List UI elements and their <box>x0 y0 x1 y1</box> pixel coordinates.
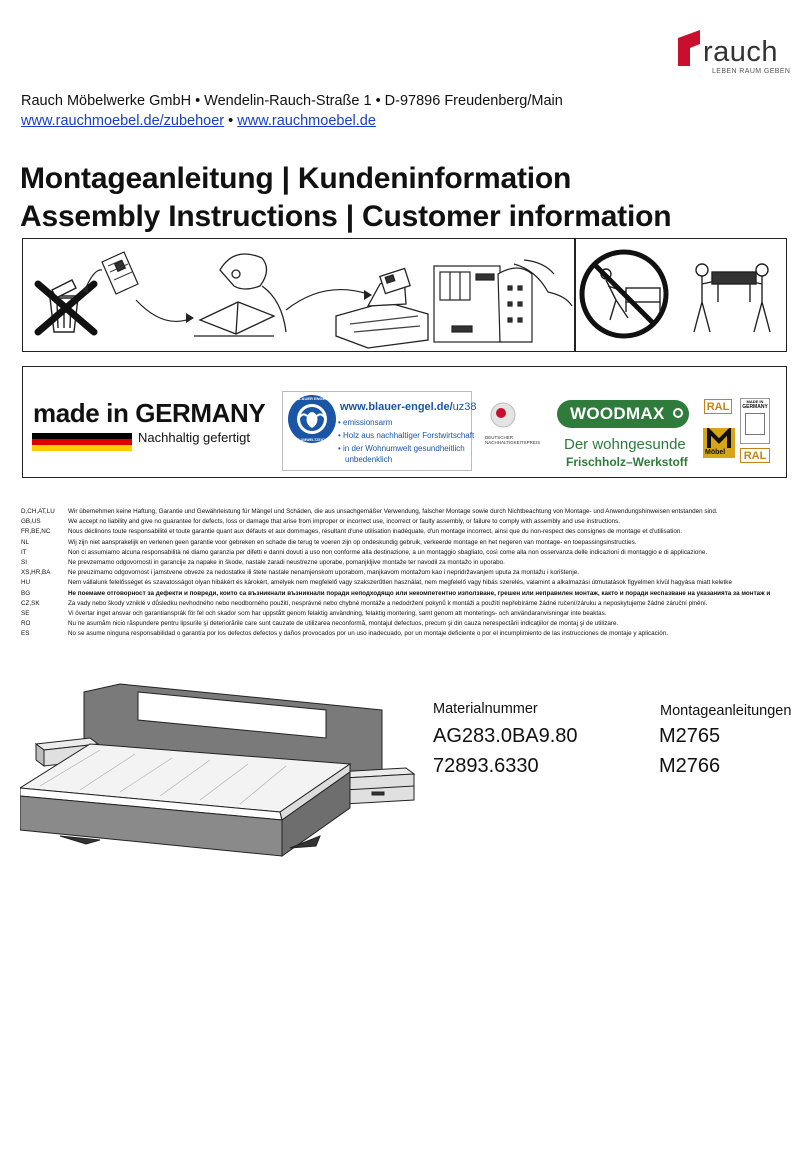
material-number-label: Materialnummer <box>433 701 538 717</box>
disclaimer-row: ES No se asume ninguna responsabilidad o garantía por los defectos defectos y daños provocados por un uso inadecuado, por un montaje deficiente o por el incumplimiento de las instrucciones de montaje y aplicación. <box>21 630 668 638</box>
seal-image <box>745 413 765 435</box>
disclaimer-row: SI Ne prevzemamo odgovornosti in garancije za napake in škode, nastale zaradi neustrezne uporabe, pomanjkljive montaže ter navodil za montažo in uporabo. <box>21 559 505 567</box>
sustainability-award-badge <box>485 400 543 462</box>
blue-angel-item: unbedenklich <box>345 455 393 464</box>
disclaimer-row: SE Vi övertar inget ansvar och garantiansprák för fel och skador som har uppstått genom felaktig användning, felaktig montering, samt genom att monterings- och användaranvisningar inte beaktas. <box>21 610 607 618</box>
two-people-carry-icon <box>694 264 770 332</box>
rauch-logo-icon <box>678 30 706 66</box>
disclaimer-row: XS,HR,BA Ne preuzimamo odgovornost i jamstvene obveze za nedostatke ili štete nastale nenamjenskom uporabom, manjkavom montažom kao i nepridržavanjem uputa za montažu i korištenje. <box>21 569 580 577</box>
disclaimer-list <box>21 507 786 640</box>
disclaimer-row: HU Nem vállalunk felelősséget és szavatosságot olyan hibákért és károkért, amelyek nem megfelelő vagy szakszerűtlen használat, nem megfelelő vagy hibás szerelés, valamint a alkalmazási útmutatások figyelmen kívül hagyása miatt keletke <box>21 579 732 587</box>
brand-name: rauch <box>703 36 779 68</box>
arrow-icon <box>286 290 368 310</box>
disclaimer-row: D,CH,AT,LU Wir übernehmen keine Haftung, Garantie und Gewährleistung für Mängel und Schäden, die aus unsachgemäßer Verwendung, falscher Montage sowie durch Nichtbeachtung von Montage- und Anwendungshinweisen entstanden sind. <box>21 508 718 515</box>
disclaimer-row: IT Non ci assumiamo alcuna responsabilità né diamo garanzia per difetti e danni dovuti a uso non conforme alla destinazione, a un montaggio sbagliato, così come alla non osservanza delle indicazioni di montaggio e di applicazione. <box>21 548 708 556</box>
award-line-1: DEUTSCHER <box>485 435 514 440</box>
seal-top: MADE IN <box>746 399 764 404</box>
blue-angel-url-prefix: www.blauer-engel.de/ <box>340 401 453 413</box>
material-number: 72893.6330 <box>433 755 539 777</box>
woodmax-name: WOODMAX <box>570 404 665 423</box>
keep-instructions-pictogram <box>24 240 574 350</box>
bed-product-illustration <box>20 680 420 860</box>
disclaimer-row: GB,US We accept no liability and give no guarantee for defects, loss or damage that arise from improper or incorrect use, incorrect or faulty assembly, or failure to comply with assembly and use instructions. <box>21 518 621 526</box>
blue-angel-url-suffix: uz38 <box>452 401 477 413</box>
website-links <box>21 113 376 129</box>
blue-angel-ring-bottom: DAS UMWELTZEICHEN <box>292 438 332 442</box>
blue-angel-item: • Holz aus nachhaltiger Forstwirtschaft <box>338 431 475 440</box>
moebel-label: Möbel <box>705 449 726 456</box>
blue-angel-ring-top: BLAUER ENGEL <box>296 396 328 401</box>
blue-angel-icon <box>287 394 337 444</box>
manual-number: M2766 <box>659 755 721 777</box>
ral-label: RAL <box>704 399 732 414</box>
company-address: Rauch Möbelwerke GmbH • Wendelin-Rauch-Straße 1 • D-97896 Freudenberg/Main <box>21 93 563 109</box>
ral-badge-2 <box>740 448 770 463</box>
arrow-icon <box>136 300 192 321</box>
assembly-plan-icon <box>434 260 572 342</box>
brand-tagline: LEBEN RAUM GEBEN <box>712 68 791 75</box>
manual-number: M2765 <box>659 725 721 747</box>
award-medal-icon <box>485 400 543 430</box>
booklet-icon <box>102 252 138 294</box>
blue-angel-url <box>340 401 477 413</box>
ral-label: RAL <box>740 448 770 463</box>
page-title-en: Assembly Instructions | Customer information <box>20 200 672 233</box>
disclaimer-row: CZ,SK Za vady nebo škody vzniklé v důsledku nevhodného nebo neodborného použití, nesprávné nebo chybné montáže a nedodržení pokynů k montáži a použití nepřebíráme žádné ručení/záruku a neposkytujeme žádné záruční plnění. <box>21 599 708 607</box>
homepage-link[interactable]: www.rauchmoebel.de <box>237 113 376 129</box>
woodmax-tagline-2: Frischholz–Werkstoff <box>566 455 688 469</box>
woodmax-sun-icon <box>670 405 686 421</box>
made-in-germany-title: made in GERMANY <box>33 398 266 428</box>
woodmax-tagline-1: Der wohngesunde <box>564 436 686 453</box>
blue-angel-item: • in der Wohnumwelt gesundheitlich <box>338 444 465 453</box>
german-flag-icon <box>32 433 132 451</box>
link-separator: • <box>224 113 238 129</box>
person-reading-icon <box>194 254 286 336</box>
manual-label: Montageanleitungen <box>660 703 792 719</box>
disclaimer-row: RO Nu ne asumăm nicio răspundere pentru lipsurile şi deteriorările care sunt cauzate de utilizarea neconformă, montajul defectuos, precum şi din cauza nerespectării indicaţiilor de montaj şi de utilizare. <box>21 620 619 628</box>
accessories-link[interactable]: www.rauchmoebel.de/zubehoer <box>21 113 225 129</box>
material-number: AG283.0BA9.80 <box>433 725 578 747</box>
disclaimer-row: FR,BE,NC Nous déclinons toute responsabilité et toute garantie quant aux défauts et aux dommages, résultant d'une utilisation inadéquate, d'un montage incorrect, ainsi que du non-respect des consignes de montage et d'utilisation. <box>21 528 683 536</box>
file-folder-icon <box>336 268 428 348</box>
two-person-lift-pictogram <box>576 240 786 350</box>
made-in-germany-subtitle: Nachhaltig gefertigt <box>138 430 251 445</box>
disclaimer-row: NL Wij zijn niet aansprakelijk en verlenen geen garantie voor gebreken en schade die terug te voeren zijn op ondeskundig gebruik, verkeerde montage en het negeren van montage- en toepassingsinstructies. <box>21 538 637 546</box>
seal-mid: GERMANY <box>742 404 768 410</box>
disclaimer-row: BG Не поемаме отговорност за дефекти и повреди, които са възникнали възникнали поради неподходящо или некомпетентно използване, грешен или неправилен монтаж, както и поради неспазване на указанията за монтаж и <box>21 589 771 597</box>
made-in-germany-seal <box>740 398 770 444</box>
no-drag-bed-icon <box>582 252 666 336</box>
award-line-2: NACHHALTIGKEITSPREIS <box>485 440 541 445</box>
blue-angel-item: • emissionsarm <box>338 418 393 427</box>
page-title-de: Montageanleitung | Kundeninformation <box>20 162 572 195</box>
